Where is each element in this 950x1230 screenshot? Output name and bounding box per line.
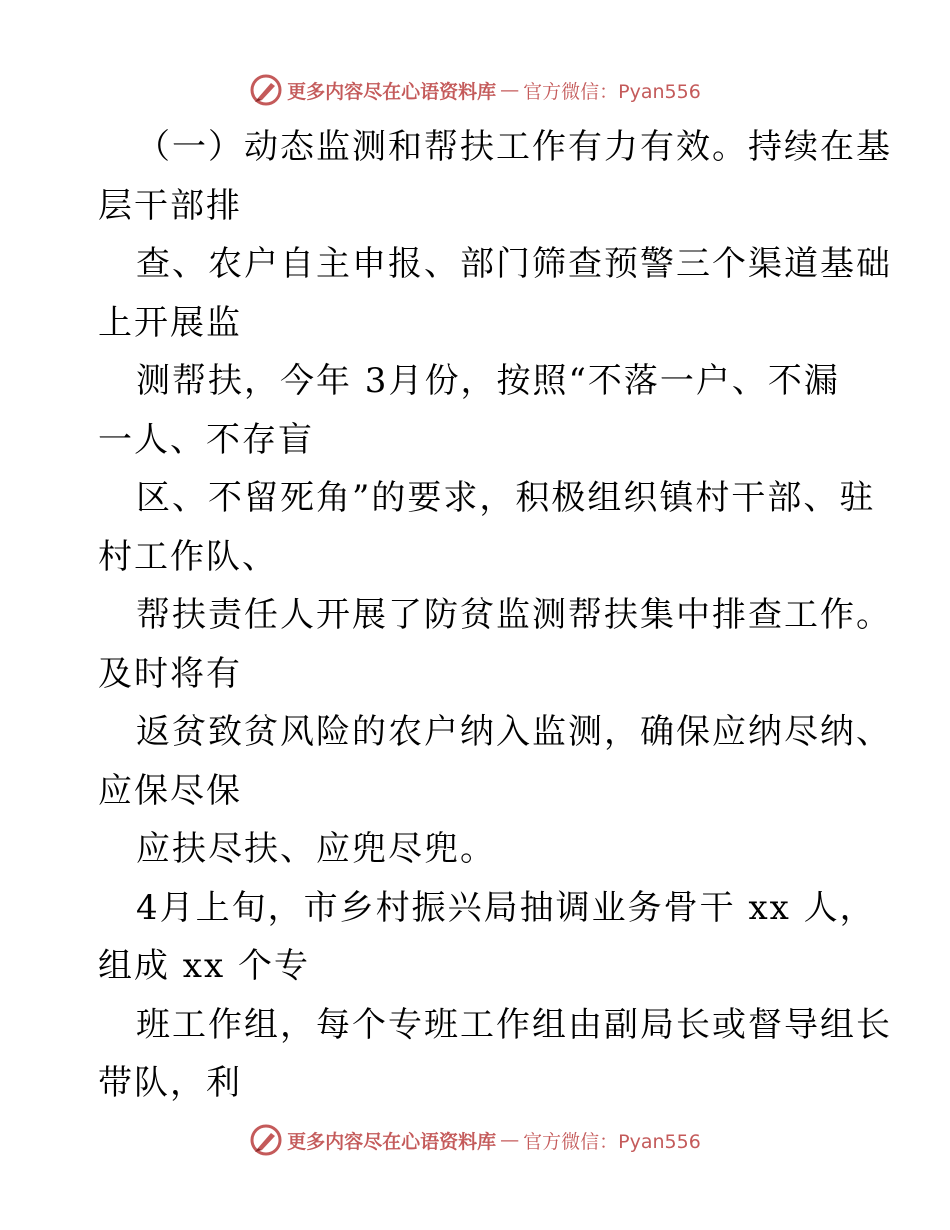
fountain-pen-seal-icon: [249, 73, 283, 107]
text-line: 一人、不存盲: [98, 419, 314, 460]
text-line: 4月上旬，市乡村振兴局抽调业务骨干 xx 人，: [136, 887, 876, 928]
text-line: 层干部排: [98, 185, 242, 226]
text-line: 及时将有: [98, 653, 242, 694]
text-line: 应保尽保: [98, 770, 242, 811]
watermark-separator: —: [500, 79, 520, 101]
document-body: [98, 118, 892, 1113]
watermark-brand: 更多内容尽在心语资料库: [287, 80, 497, 103]
text-line: 上开展监: [98, 302, 242, 343]
fountain-pen-seal-icon: [249, 1123, 283, 1157]
watermark-brand: 更多内容尽在心语资料库: [287, 1130, 497, 1153]
text-line: 测帮扶，今年 3月份，按照“不落一户、不漏: [136, 361, 840, 401]
watermark-wechat: 官方微信：Pyan556: [523, 1130, 701, 1153]
text-line: 带队，利: [98, 1063, 242, 1103]
text-line: 村工作队、: [98, 536, 278, 577]
text-line: 查、农户自主申报、部门筛查预警三个渠道基础: [136, 244, 892, 284]
text-line: （一）动态监测和帮扶工作有力有效。持续在基: [136, 127, 892, 167]
text-line: 组成 xx 个专: [98, 946, 310, 986]
text-line: 返贫致贫风险的农户纳入监测，确保应纳尽纳、: [136, 712, 892, 752]
text-line: 区、不留死角”的要求，积极组织镇村干部、驻: [136, 478, 876, 518]
watermark-wechat: 官方微信：Pyan556: [523, 80, 701, 103]
text-line: 应扶尽扶、应兜尽兜。: [136, 829, 496, 869]
header-watermark: [0, 70, 950, 110]
watermark-separator: —: [500, 1129, 520, 1151]
footer-watermark: [0, 1120, 950, 1160]
text-line: 班工作组，每个专班工作组由副局长或督导组长: [136, 1004, 892, 1045]
text-line: 帮扶责任人开展了防贫监测帮扶集中排查工作。: [136, 595, 892, 635]
